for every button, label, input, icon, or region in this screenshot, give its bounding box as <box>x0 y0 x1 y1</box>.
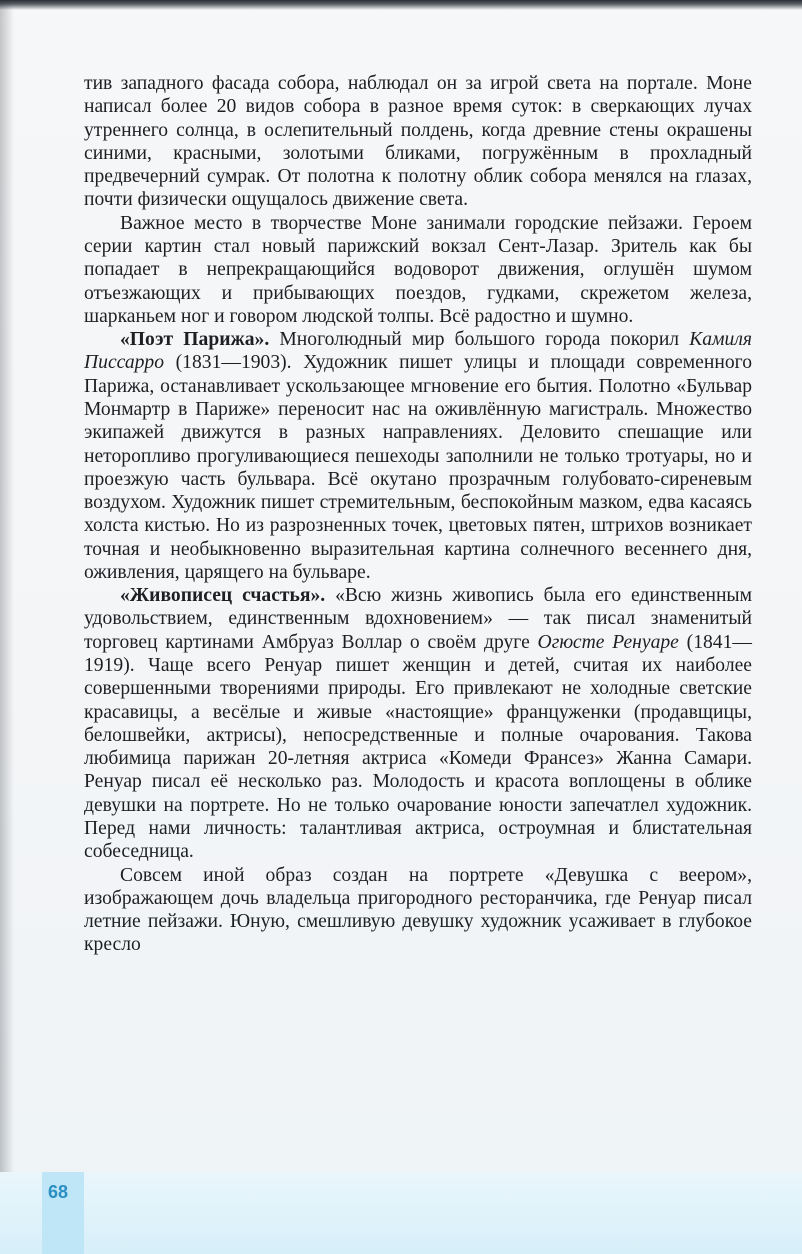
section-heading-poet-of-paris: «Поэт Парижа». <box>120 329 270 351</box>
paragraph-1: тив западного фасада собора, наблюдал он за игрой света на портале. Моне написал более 20 видов собора в разное время суток: в сверкающих лучах утреннего солнца, в ослепительный полдень, когда древние стены окрашены синими, красными, золотыми бликами, погружённым в прохладный предвечерний сумрак. От полотна к полотну облик собора менялся на глазах, почти физически ощущалось движение света. <box>84 73 752 211</box>
paragraph-3-text-b: (1831—1903). Художник пишет улицы и площади современного Парижа, останавливает ускользающее мгновение его бытия. Полотно «Бульвар Монмартр в Париже» переносит нас на оживлённую магистраль. Множество экипажей движутся в разных направлениях. Деловито спешащие или неторопливо прогуливающиеся пешеходы заполнили не только тротуары, но и проезжую часть бульвара. Всё окутано прозрачным голубовато-сиреневым воздухом. Художник пишет стремительным, беспокойным мазком, едва касаясь холста кистью. Но из разрозненных точек, цветовых пятен, штрихов возникает точная и необыкновенно выразительная картина солнечного весеннего дня, оживления, царящего на бульваре. <box>84 352 752 583</box>
body-text <box>84 72 752 957</box>
page-top-shadow <box>0 0 802 10</box>
paragraph-5: Совсем иной образ создан на портрете «Девушка с веером», изображающем дочь владельца пригородного ресторанчика, где Ренуар писал летние пейзажи. Юную, смешливую девушку художник усаживает в глубокое кресло <box>84 864 752 956</box>
artist-name-renoir: Огюсте Ренуаре <box>537 631 679 653</box>
paragraph-4-text-a: «Всю жизнь живопись была его единственным удовольствием, единственным вдохновением» — так писал знаменитый торговец картинами Амбруаз Воллар о своём друге <box>84 585 752 653</box>
section-heading-painter-of-happiness: «Живописец счастья». <box>120 585 326 607</box>
paragraph-3-text-a: Многолюдный мир большого города покорил <box>269 329 690 351</box>
paragraph-4 <box>84 584 752 863</box>
page-footer-band <box>0 1172 802 1254</box>
page-binding-shadow <box>0 0 14 1254</box>
paragraph-2: Важное место в творчестве Моне занимали городские пейзажи. Героем серии картин стал новый парижский вокзал Сент-Лазар. Зритель как бы попадает в непрекращающийся водоворот движения, оглушён шумом отъезжающих и прибывающих поездов, гудками, скрежетом железа, шарканьем ног и говором людской толпы. Всё радостно и шумно. <box>84 212 752 327</box>
page-number: 68 <box>48 1182 69 1202</box>
artist-name-pissarro: Камиля Писсарро <box>84 329 752 374</box>
paragraph-3 <box>84 328 752 584</box>
paragraph-4-text-b: (1841—1919). Чаще всего Ренуар пишет женщин и детей, считая их наиболее совершенными творениями природы. Его привлекают не холодные светские красавицы, а весёлые и живые «настоящие» француженки (продавщицы, белошвейки, актрисы), непосредственные и полные очарования. Такова любимица парижан 20-летняя актриса «Комеди Франсез» Жанна Самари. Ренуар писал её несколько раз. Молодость и красота воплощены в облике девушки на портрете. Но не только очарование юности запечатлел художник. Перед нами личность: талантливая актриса, остроумная и блистательная собеседница. <box>84 631 752 863</box>
